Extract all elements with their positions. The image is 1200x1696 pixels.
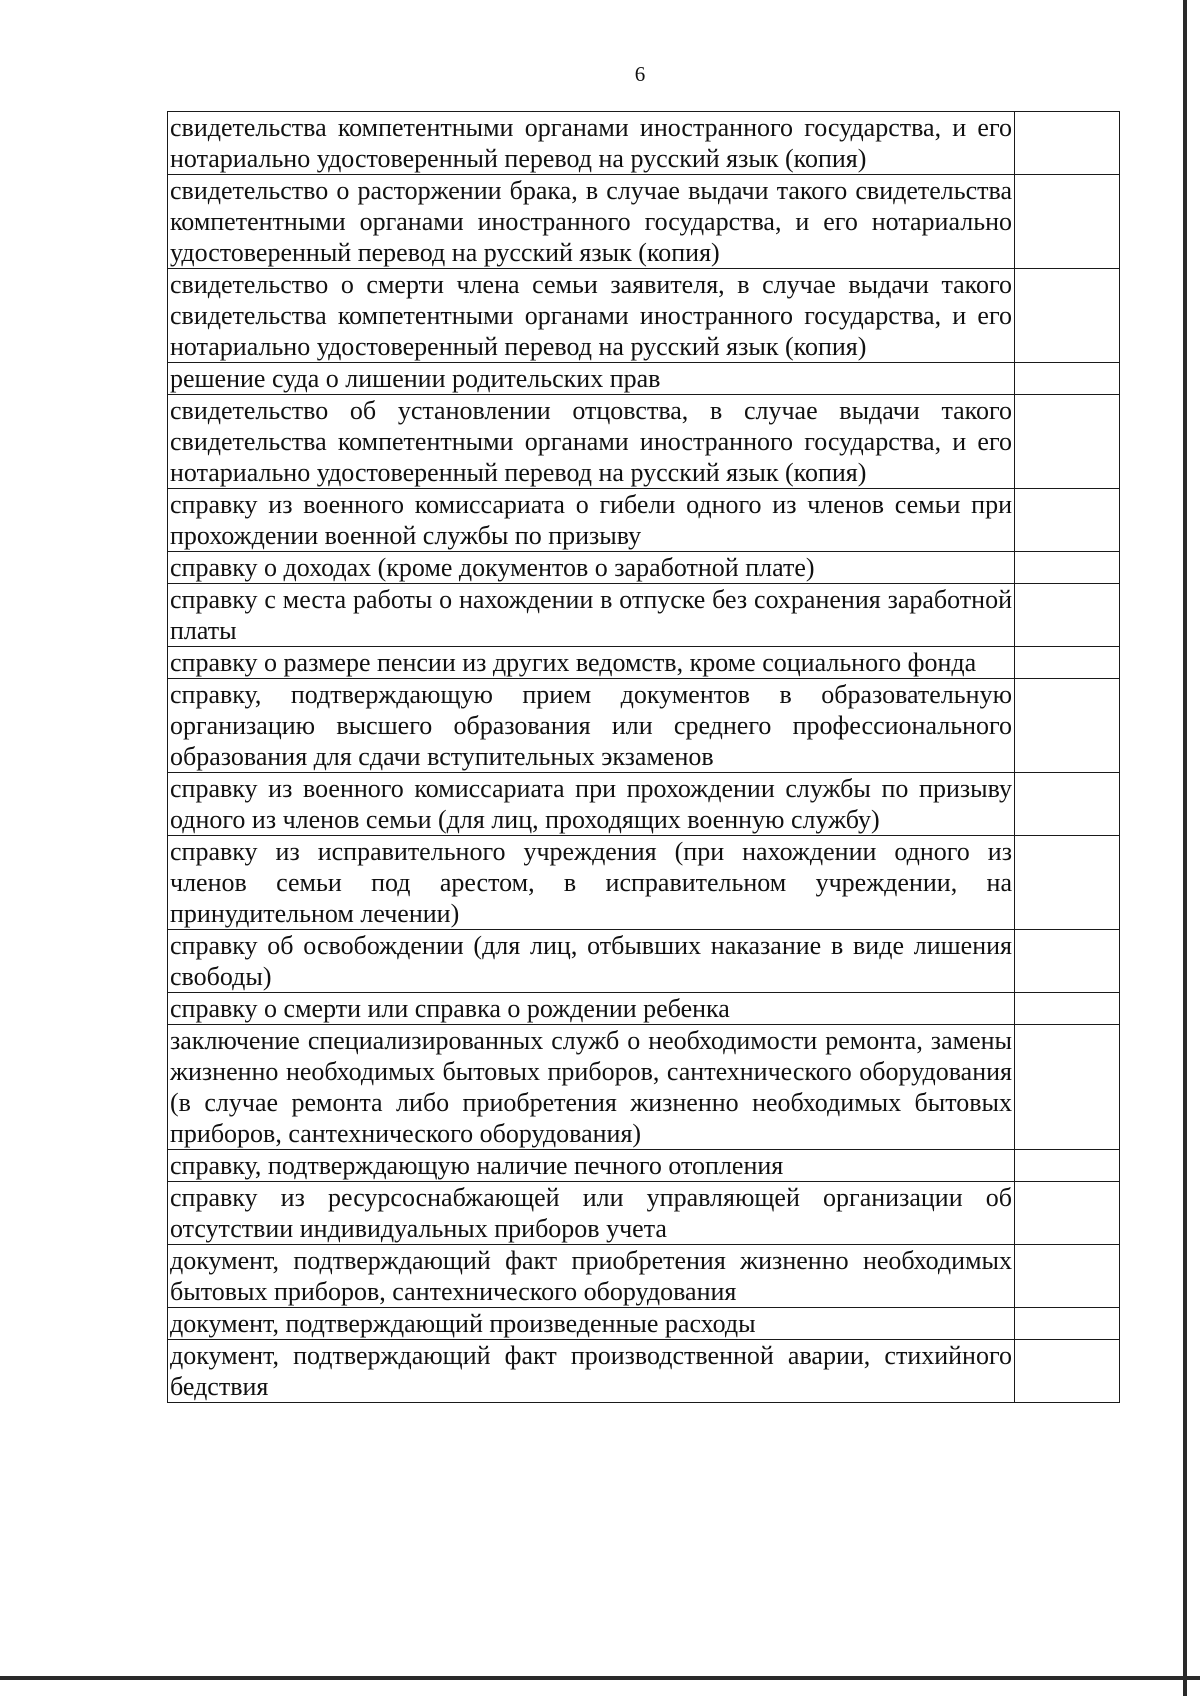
empty-mark-cell [1015,489,1120,552]
empty-mark-cell [1015,552,1120,584]
table-row [168,1308,1120,1340]
empty-mark-cell [1015,584,1120,647]
document-description: справку о смерти или справка о рождении ребенка [168,993,1015,1025]
table-row [168,679,1120,773]
document-description: справку с места работы о нахождении в отпуске без сохранения заработной платы [168,584,1015,647]
table-row [168,363,1120,395]
empty-mark-cell [1015,395,1120,489]
documents-table [167,111,1120,1403]
document-description: решение суда о лишении родительских прав [168,363,1015,395]
document-description: справку из военного комиссариата при прохождении службы по призыву одного из членов семьи (для лиц, проходящих военную службу) [168,773,1015,836]
empty-mark-cell [1015,1245,1120,1308]
table-row [168,1245,1120,1308]
document-description: свидетельство о расторжении брака, в случае выдачи такого свидетельства компетентными органами иностранного государства, и его нотариально удостоверенный перевод на русский язык (копия) [168,175,1015,269]
empty-mark-cell [1015,679,1120,773]
table-row [168,773,1120,836]
table-row [168,489,1120,552]
table-row [168,930,1120,993]
table-row [168,836,1120,930]
table-row [168,1340,1120,1403]
empty-mark-cell [1015,930,1120,993]
document-description: справку о размере пенсии из других ведомств, кроме социального фонда [168,647,1015,679]
empty-mark-cell [1015,647,1120,679]
document-description: справку, подтверждающую наличие печного отопления [168,1150,1015,1182]
table-row [168,993,1120,1025]
document-description: справку из исправительного учреждения (при нахождении одного из членов семьи под арестом, в исправительном учреждении, на принудительном лечении) [168,836,1015,930]
table-row [168,1150,1120,1182]
empty-mark-cell [1015,1150,1120,1182]
document-description: справку о доходах (кроме документов о заработной плате) [168,552,1015,584]
empty-mark-cell [1015,993,1120,1025]
empty-mark-cell [1015,1025,1120,1150]
empty-mark-cell [1015,363,1120,395]
document-description: документ, подтверждающий факт приобретения жизненно необходимых бытовых приборов, сантехнического оборудования [168,1245,1015,1308]
empty-mark-cell [1015,269,1120,363]
table-row [168,269,1120,363]
document-description: справку об освобождении (для лиц, отбывших наказание в виде лишения свободы) [168,930,1015,993]
empty-mark-cell [1015,175,1120,269]
table-row [168,1182,1120,1245]
document-description: справку, подтверждающую прием документов в образовательную организацию высшего образования или среднего профессионального образования для сдачи вступительных экзаменов [168,679,1015,773]
scan-edge-bottom [0,1676,1200,1680]
scan-edge-right [1183,0,1187,1696]
table-row [168,584,1120,647]
empty-mark-cell [1015,773,1120,836]
document-description: заключение специализированных служб о необходимости ремонта, замены жизненно необходимых бытовых приборов, сантехнического оборудования (в случае ремонта либо приобретения жизненно необходимых бытовых приборов, сантехнического оборудования) [168,1025,1015,1150]
document-description: справку из ресурсоснабжающей или управляющей организации об отсутствии индивидуальных приборов учета [168,1182,1015,1245]
document-description: свидетельство о смерти члена семьи заявителя, в случае выдачи такого свидетельства компетентными органами иностранного государства, и его нотариально удостоверенный перевод на русский язык (копия) [168,269,1015,363]
table-row [168,395,1120,489]
document-description: документ, подтверждающий произведенные расходы [168,1308,1015,1340]
empty-mark-cell [1015,836,1120,930]
document-description: справку из военного комиссариата о гибели одного из членов семьи при прохождении военной службы по призыву [168,489,1015,552]
page-number: 6 [634,62,646,86]
empty-mark-cell [1015,1308,1120,1340]
empty-mark-cell [1015,112,1120,175]
empty-mark-cell [1015,1340,1120,1403]
document-description: документ, подтверждающий факт производственной аварии, стихийного бедствия [168,1340,1015,1403]
table-row [168,112,1120,175]
empty-mark-cell [1015,1182,1120,1245]
table-row [168,175,1120,269]
table-row [168,552,1120,584]
table-row [168,1025,1120,1150]
table-row [168,647,1120,679]
document-description: свидетельство об установлении отцовства, в случае выдачи такого свидетельства компетентными органами иностранного государства, и его нотариально удостоверенный перевод на русский язык (копия) [168,395,1015,489]
document-description: свидетельства компетентными органами иностранного государства, и его нотариально удостоверенный перевод на русский язык (копия) [168,112,1015,175]
